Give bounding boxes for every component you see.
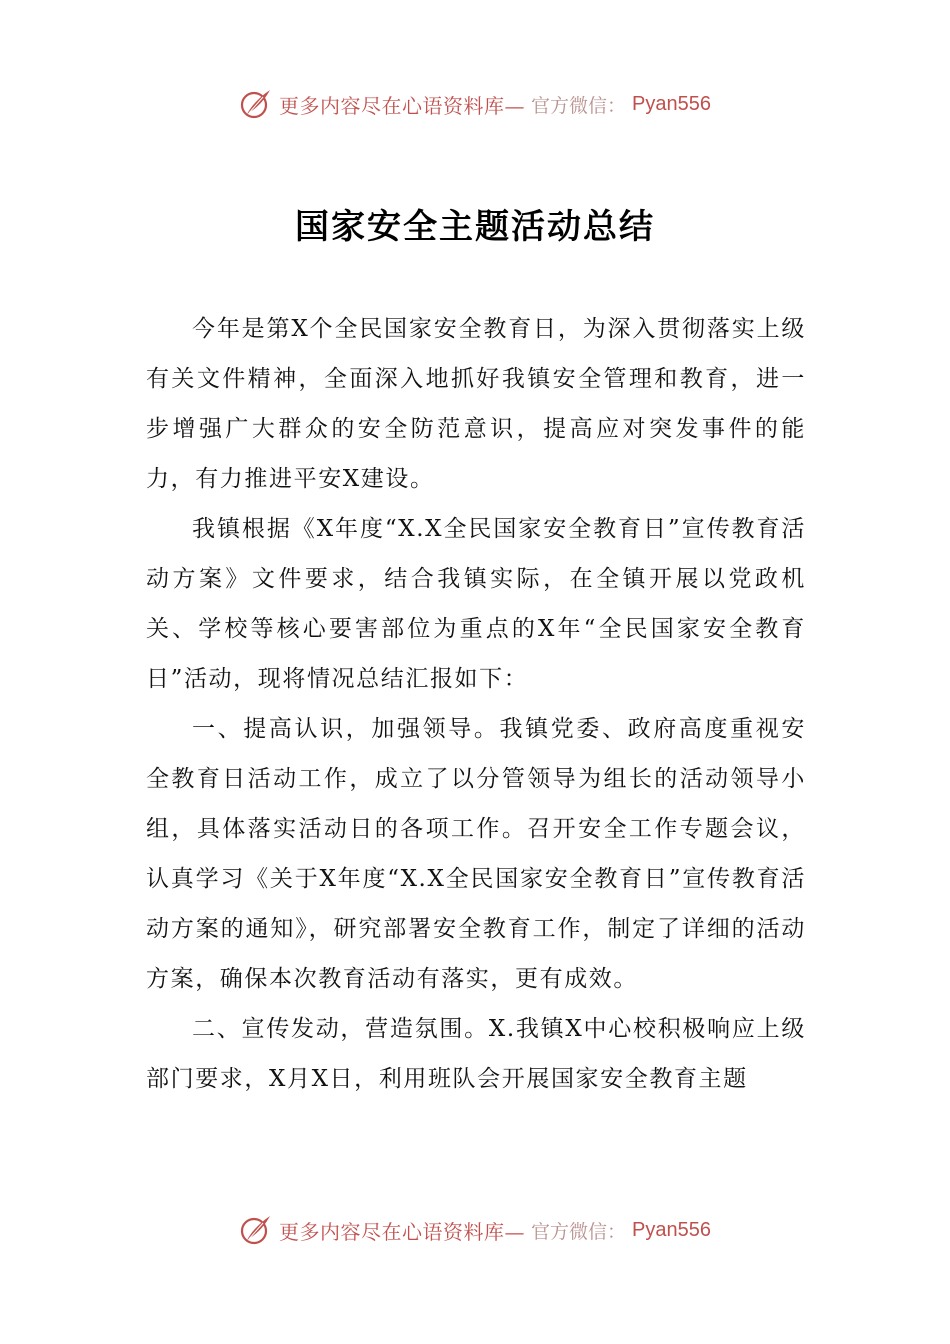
watermark-wechat-id: Pyan556 [632,1218,711,1241]
watermark-wechat-label: 官方微信： [531,1220,627,1243]
paragraph-section-two: 二、宣传发动，营造氛围。X.我镇X中心校积极响应上级部门要求，X月X日，利用班队会开展国家安全教育主题 [146,1016,806,1092]
watermark-text: 更多内容尽在心语资料库— [279,1219,525,1244]
paragraph-basis: 我镇根据《X年度“X.X全民国家安全教育日”宣传教育活动方案》文件要求，结合我镇实际，在全镇开展以党政机关、学校等核心要害部位为重点的X年“全民国家安全教育日”活动，现将情况总结汇报如下： [146,516,806,692]
paragraph-section-one: 一、提高认识，加强领导。我镇党委、政府高度重视安全教育日活动工作，成立了以分管领导为组长的活动领导小组，具体落实活动日的各项工作。召开安全工作专题会议，认真学习《关于X年度“X.X全民国家安全教育日”宣传教育活动方案的通知》，研究部署安全教育工作，制定了详细的活动方案，确保本次教育活动有落实，更有成效。 [146,716,806,992]
page-title: 国家安全主题活动总结 [295,206,655,247]
footer-watermark [0,1210,950,1250]
header-watermark [0,84,950,124]
quill-pen-logo-icon [239,87,273,121]
paragraph-intro: 今年是第X个全民国家安全教育日，为深入贯彻落实上级有关文件精神，全面深入地抓好我镇安全管理和教育，进一步增强广大群众的安全防范意识，提高应对突发事件的能力，有力推进平安X建设。 [146,316,806,492]
document-body [146,304,806,1104]
watermark-text: 更多内容尽在心语资料库— [279,93,525,118]
watermark-wechat-label: 官方微信： [531,94,627,117]
quill-pen-logo-icon [239,1213,273,1247]
watermark-wechat-id: Pyan556 [632,92,711,115]
